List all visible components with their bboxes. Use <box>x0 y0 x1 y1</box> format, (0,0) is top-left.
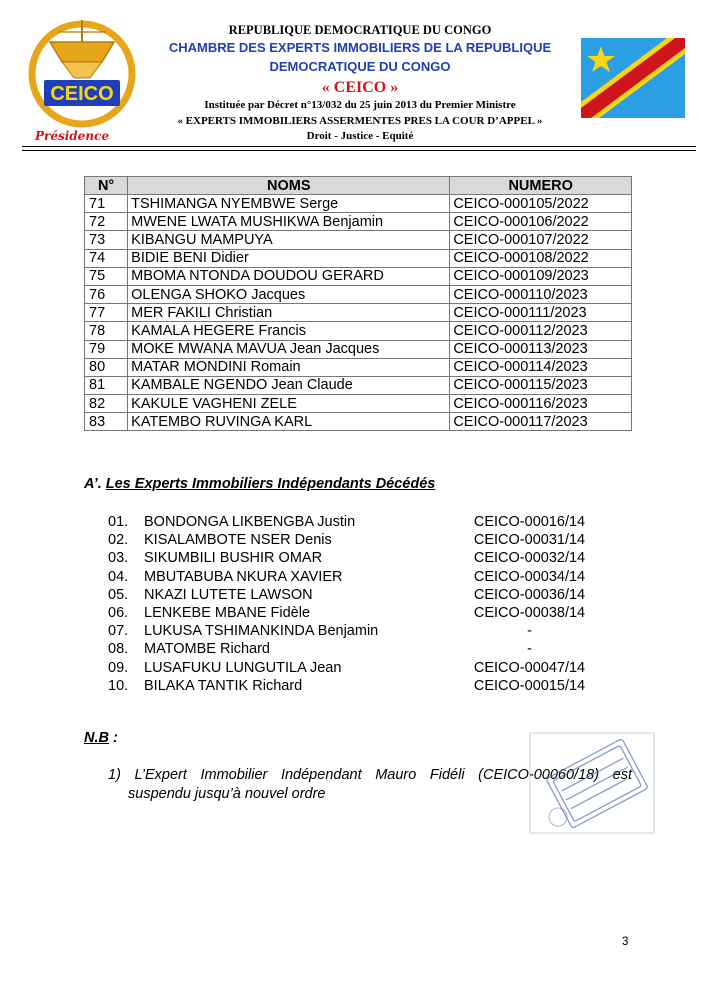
table-header-row <box>85 177 632 195</box>
nb-colon: : <box>108 730 118 746</box>
list-item <box>108 587 598 605</box>
decree-line: Instituée par Décret n°13/032 du 25 juin 2013 du Premier Ministre <box>204 99 516 111</box>
table-row <box>85 376 632 394</box>
cell-registration: CEICO-000114/2023 <box>450 358 632 376</box>
item-number: 10. <box>108 677 129 694</box>
page-number: 3 <box>622 936 629 948</box>
drc-flag-icon <box>581 38 685 118</box>
list-item <box>108 678 598 696</box>
table-row <box>85 249 632 267</box>
cell-number: 81 <box>85 376 128 394</box>
cell-number: 79 <box>85 340 128 358</box>
cell-name: KAMALA HEGERE Francis <box>128 322 450 340</box>
list-item <box>108 550 598 568</box>
header-rule-thin <box>22 150 696 151</box>
section-title-text: Les Experts Immobiliers Indépendants Décédés <box>105 476 436 492</box>
header-rule-thick <box>22 146 696 147</box>
item-name: MATOMBE Richard <box>144 641 270 658</box>
cell-registration: CEICO-000117/2023 <box>450 413 632 431</box>
table-row <box>85 304 632 322</box>
cell-registration: CEICO-000113/2023 <box>450 340 632 358</box>
item-number: 01. <box>108 514 129 530</box>
section-prefix: A’. <box>84 476 102 492</box>
cell-registration: CEICO-000112/2023 <box>450 322 632 340</box>
item-code: CEICO-00047/14 <box>473 659 586 676</box>
item-name: LUSAFUKU LUNGUTILA Jean <box>144 659 342 676</box>
cell-number: 80 <box>85 358 128 376</box>
list-item <box>108 514 598 532</box>
item-code: CEICO-00016/14 <box>473 514 586 530</box>
cell-number: 74 <box>85 249 128 267</box>
deceased-section-title <box>84 476 435 492</box>
cell-number: 73 <box>85 231 128 249</box>
item-name: BONDONGA LIKBENGBA Justin <box>144 514 356 530</box>
column-header-number: N° <box>85 177 128 195</box>
table-row <box>85 213 632 231</box>
cell-registration: CEICO-000105/2022 <box>450 195 632 213</box>
column-header-names: NOMS <box>128 177 450 195</box>
svg-text:CEICO: CEICO <box>50 83 114 105</box>
cell-number: 78 <box>85 322 128 340</box>
cell-number: 83 <box>85 413 128 431</box>
item-name: BILAKA TANTIK Richard <box>144 677 303 694</box>
table-row <box>85 340 632 358</box>
item-name: KISALAMBOTE NSER Denis <box>144 532 332 549</box>
item-name: MBUTABUBA NKURA XAVIER <box>144 568 343 585</box>
cell-registration: CEICO-000109/2023 <box>450 267 632 285</box>
nb-label: N.B <box>84 730 109 746</box>
chamber-title-line1: CHAMBRE DES EXPERTS IMMOBILIERS DE LA REPUBLIQUE <box>168 40 552 55</box>
cell-name: MWENE LWATA MUSHIKWA Benjamin <box>128 213 450 231</box>
item-number: 05. <box>108 586 129 603</box>
table-body <box>85 195 632 431</box>
cell-registration: CEICO-000116/2023 <box>450 395 632 413</box>
table-row <box>85 267 632 285</box>
item-name: LENKEBE MBANE Fidèle <box>144 604 311 621</box>
item-number: 08. <box>108 641 129 658</box>
official-stamp <box>528 731 656 835</box>
deceased-list <box>108 514 598 696</box>
cell-name: MOKE MWANA MAVUA Jean Jacques <box>128 340 450 358</box>
item-name: NKAZI LUTETE LAWSON <box>144 586 313 603</box>
svg-text:Présidence: Présidence <box>35 129 109 143</box>
item-code: CEICO-00015/14 <box>473 677 586 694</box>
nb-note-line2: suspendu jusqu’à nouvel ordre <box>128 785 326 802</box>
cell-name: MER FAKILI Christian <box>128 304 450 322</box>
nb-note-line1: 1) L’Expert Immobilier Indépendant Mauro Fidéli (CEICO-00060/18) est <box>108 767 632 783</box>
item-number: 09. <box>108 659 129 676</box>
cell-name: KAMBALE NGENDO Jean Claude <box>128 376 450 394</box>
item-name: SIKUMBILI BUSHIR OMAR <box>144 550 323 567</box>
table-row <box>85 195 632 213</box>
cell-name: KATEMBO RUVINGA KARL <box>128 413 450 431</box>
cell-registration: CEICO-000115/2023 <box>450 376 632 394</box>
item-number: 03. <box>108 550 129 567</box>
cell-number: 72 <box>85 213 128 231</box>
item-number: 07. <box>108 623 129 640</box>
cell-number: 82 <box>85 395 128 413</box>
acronym-title: « CEICO » <box>321 79 399 96</box>
cell-number: 77 <box>85 304 128 322</box>
item-number: 06. <box>108 604 129 621</box>
list-item <box>108 623 598 641</box>
item-code: CEICO-00034/14 <box>473 568 586 585</box>
cell-registration: CEICO-000107/2022 <box>450 231 632 249</box>
cell-name: MATAR MONDINI Romain <box>128 358 450 376</box>
item-code: - <box>527 641 532 658</box>
item-code: CEICO-00031/14 <box>473 532 586 549</box>
sworn-line: « EXPERTS IMMOBILIERS ASSERMENTES PRES LA COUR D’APPEL » <box>177 115 543 127</box>
list-item <box>108 660 598 678</box>
table-row <box>85 413 632 431</box>
table-row <box>85 395 632 413</box>
table-row <box>85 231 632 249</box>
item-number: 04. <box>108 568 129 585</box>
list-item <box>108 605 598 623</box>
cell-name: KIBANGU MAMPUYA <box>128 231 450 249</box>
cell-registration: CEICO-000106/2022 <box>450 213 632 231</box>
cell-registration: CEICO-000108/2022 <box>450 249 632 267</box>
experts-table <box>84 176 632 431</box>
cell-name: KAKULE VAGHENI ZELE <box>128 395 450 413</box>
cell-registration: CEICO-000110/2023 <box>450 285 632 303</box>
nb-heading <box>84 730 118 746</box>
item-code: - <box>527 623 532 640</box>
cell-number: 71 <box>85 195 128 213</box>
cell-name: OLENGA SHOKO Jacques <box>128 285 450 303</box>
table-row <box>85 322 632 340</box>
table-row <box>85 285 632 303</box>
item-code: CEICO-00036/14 <box>473 586 586 603</box>
table-row <box>85 358 632 376</box>
list-item <box>108 569 598 587</box>
cell-name: TSHIMANGA NYEMBWE Serge <box>128 195 450 213</box>
cell-number: 76 <box>85 285 128 303</box>
cell-name: BIDIE BENI Didier <box>128 249 450 267</box>
item-code: CEICO-00038/14 <box>473 604 586 621</box>
letterhead <box>0 0 718 150</box>
list-item <box>108 532 598 550</box>
cell-name: MBOMA NTONDA DOUDOU GERARD <box>128 267 450 285</box>
column-header-registration: NUMERO <box>450 177 632 195</box>
chamber-title-line2: DEMOCRATIQUE DU CONGO <box>269 59 451 74</box>
cell-registration: CEICO-000111/2023 <box>450 304 632 322</box>
item-code: CEICO-00032/14 <box>473 550 586 567</box>
item-number: 02. <box>108 532 129 549</box>
list-item <box>108 641 598 659</box>
item-name: LUKUSA TSHIMANKINDA Benjamin <box>144 623 379 640</box>
republic-title: REPUBLIQUE DEMOCRATIQUE DU CONGO <box>228 23 492 37</box>
cell-number: 75 <box>85 267 128 285</box>
motto-line: Droit - Justice - Equité <box>306 130 414 142</box>
